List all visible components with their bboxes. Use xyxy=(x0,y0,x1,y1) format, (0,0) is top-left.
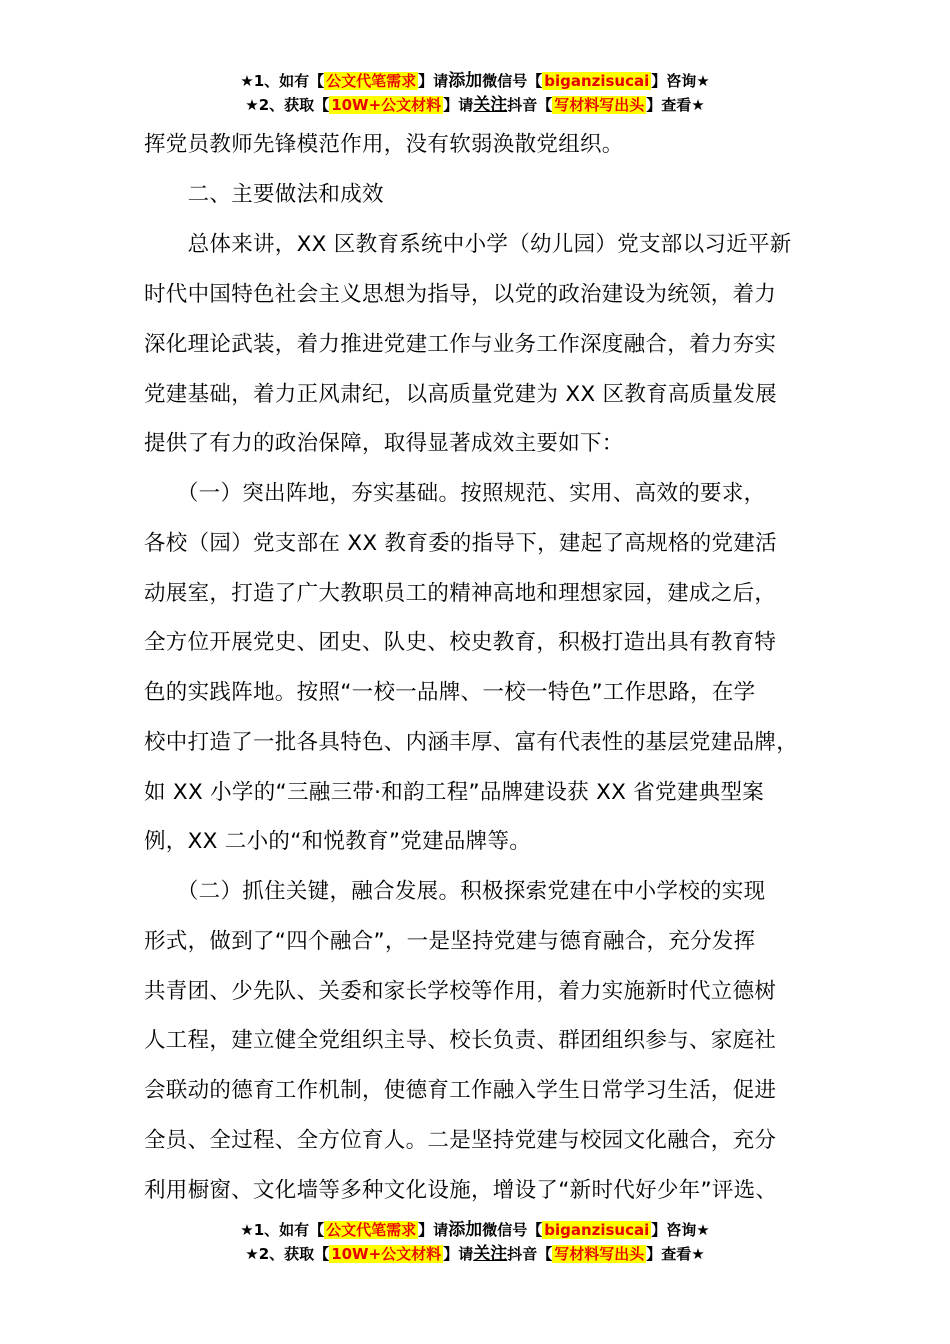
text-line: 校中打造了一批各具特色、内涵丰厚、富有代表性的基层党建品牌， xyxy=(144,730,799,755)
text-line: 形式，做到了“四个融合”，一是坚持党建与德育融合，充分发挥 xyxy=(144,929,756,954)
banner-line-1: ★1、如有【 公文代笔需求 】请添加微信号【 biganzisucai 】咨询★ xyxy=(240,71,710,91)
text-line: 色的实践阵地。按照“一校一品牌、一校一特色”工作思路，在学 xyxy=(144,680,756,705)
text-line: 全方位开展党史、团史、队史、校史教育，积极打造出具有教育特 xyxy=(144,630,777,655)
section-heading: 二、主要做法和成效 xyxy=(144,182,384,207)
text-line: 会联动的德育工作机制，使德育工作融入学生日常学习生活，促进 xyxy=(144,1078,777,1103)
text-line: （一）突出阵地，夯实基础。按照规范、实用、高效的要求， xyxy=(144,481,766,506)
text-line: 党建基础，着力正风肃纪，以高质量党建为 XX 区教育高质量发展 xyxy=(144,382,777,407)
text-line: 人工程，建立健全党组织主导、校长负责、群团组织参与、家庭社 xyxy=(144,1028,777,1053)
text-line: 利用橱窗、文化墙等多种文化设施，增设了“新时代好少年”评选、 xyxy=(144,1178,778,1203)
header-banner xyxy=(0,69,950,117)
banner-highlight: biganzisucai xyxy=(544,1221,650,1239)
text-line: 如 XX 小学的“三融三带·和韵工程”品牌建设获 XX 省党建典型案 xyxy=(144,780,765,805)
text-line: 深化理论武装，着力推进党建工作与业务工作深度融合，着力夯实 xyxy=(144,332,777,357)
banner-highlight: 公文代笔需求 xyxy=(326,72,417,90)
banner-highlight: biganzisucai xyxy=(544,72,650,90)
text-line: 全员、全过程、全方位育人。二是坚持党建与校园文化融合，充分 xyxy=(144,1128,777,1153)
banner-highlight: 写材料写出头 xyxy=(554,1245,645,1263)
banner-highlight: 10W+公文材料 xyxy=(331,1245,442,1263)
text-line: 时代中国特色社会主义思想为指导，以党的政治建设为统领，着力 xyxy=(144,282,777,307)
banner-highlight: 写材料写出头 xyxy=(554,96,645,114)
banner-line-1: ★1、如有【 公文代笔需求 】请添加微信号【 biganzisucai 】咨询★ xyxy=(240,1220,710,1240)
text-line: 提供了有力的政治保障，取得显著成效主要如下： xyxy=(144,431,624,456)
banner-highlight: 10W+公文材料 xyxy=(331,96,442,114)
banner-line-2: ★2、获取【 10W+公文材料 】请关注抖音【 写材料写出头 】查看★ xyxy=(245,95,705,115)
text-line: 各校（园）党支部在 XX 教育委的指导下，建起了高规格的党建活 xyxy=(144,531,777,556)
text-line: （二）抓住关键，融合发展。积极探索党建在中小学校的实现 xyxy=(144,879,766,904)
text-line: 共青团、少先队、关委和家长学校等作用，着力实施新时代立德树 xyxy=(144,979,777,1004)
text-line: 例，XX 二小的“和悦教育”党建品牌等。 xyxy=(144,829,532,854)
text-line: 动展室，打造了广大教职员工的精神高地和理想家园，建成之后， xyxy=(144,581,777,606)
banner-line-2: ★2、获取【 10W+公文材料 】请关注抖音【 写材料写出头 】查看★ xyxy=(245,1244,705,1264)
text-line: 挥党员教师先锋模范作用，没有软弱涣散党组织。 xyxy=(144,132,624,157)
footer-banner xyxy=(0,1218,950,1266)
text-line: 总体来讲，XX 区教育系统中小学（幼儿园）党支部以习近平新 xyxy=(144,232,792,257)
banner-highlight: 公文代笔需求 xyxy=(326,1221,417,1239)
